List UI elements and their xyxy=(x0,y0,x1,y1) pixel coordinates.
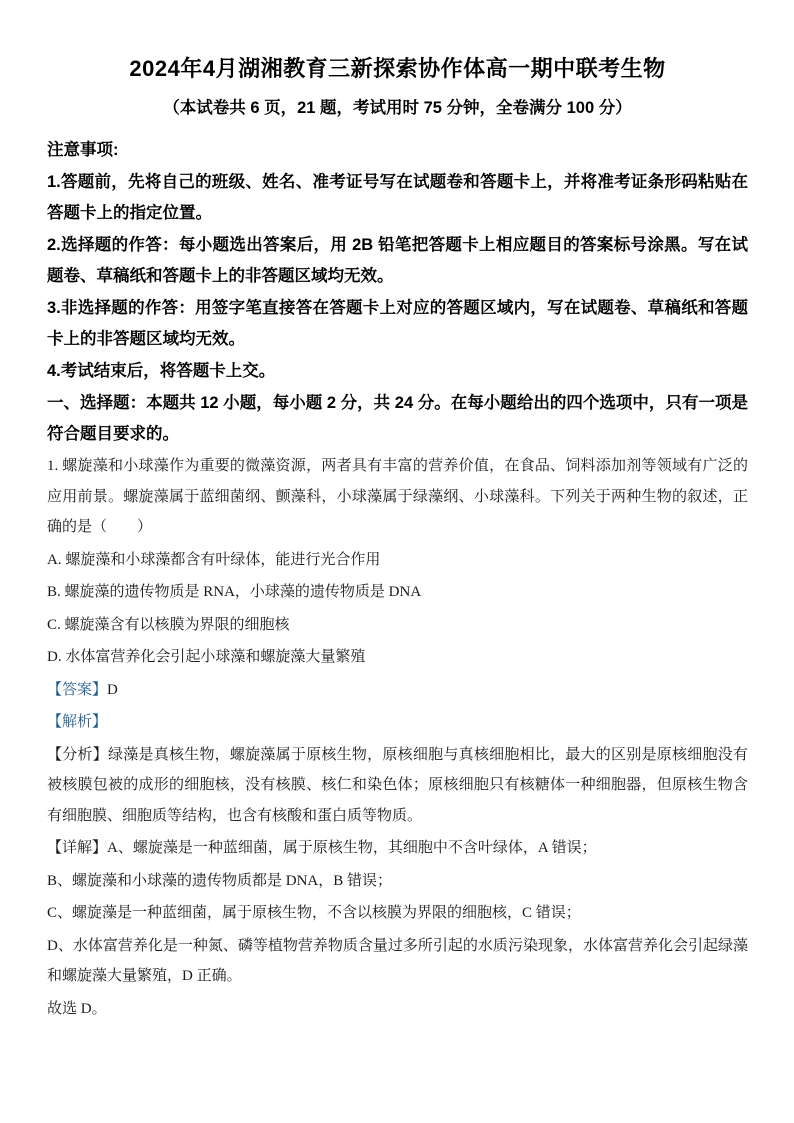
notice-heading: 注意事项: xyxy=(47,141,119,159)
conclusion-line: 故选 D。 xyxy=(47,1000,107,1017)
detail-line-b: B、螺旋藻和小球藻的遗传物质都是 DNA，B 错误； xyxy=(47,872,393,889)
answer-line xyxy=(47,675,748,706)
analysis-label: 【解析】 xyxy=(47,714,108,730)
notice-item-1: 1.答题前，先将自己的班级、姓名、准考证号写在试题卷和答题卡上，并将准考证条形码粘贴在答题卡上的指定位置。 xyxy=(47,173,748,222)
exam-title: 2024年4月湖湘教育三新探索协作体高一期中联考生物 xyxy=(129,56,666,81)
detail-line-d: D、水体富营养化是一种氮、磷等植物营养物质含量过多所引起的水质污染现象，水体富营养化会引起绿藻和螺旋藻大量繁殖，D 正确。 xyxy=(47,937,748,984)
solution-section xyxy=(47,675,748,1025)
detail-line-c: C、螺旋藻是一种蓝细菌，属于原核生物，不含以核膜为界限的细胞核，C 错误； xyxy=(47,905,581,921)
question-1-option-d: D. 水体富营养化会引起小球藻和螺旋藻大量繁殖 xyxy=(47,649,366,665)
question-1 xyxy=(47,451,748,673)
exam-subtitle: （本试卷共 6 页，21 题，考试用时 75 分钟，全卷满分 100 分） xyxy=(163,99,632,117)
detail-line-a: 【详解】A、螺旋藻是一种蓝细菌，属于原核生物，其细胞中不含叶绿体，A 错误； xyxy=(47,840,597,856)
answer-value: D xyxy=(107,681,118,698)
notice-item-2: 2.选择题的作答：每小题选出答案后，用 2B 铅笔把答题卡上相应题目的答案标号涂黑。写在试题卷、草稿纸和答题卡上的非答题区域均无效。 xyxy=(47,236,748,285)
answer-label: 【答案】 xyxy=(47,681,108,698)
question-1-stem: 1. 螺旋藻和小球藻作为重要的微藻资源，两者具有丰富的营养价值，在食品、饲料添加剂等领域有广泛的应用前景。螺旋藻属于蓝细菌纲、颤藻科，小球藻属于绿藻纲、小球藻科。下列关于两种生物的叙述，正确的是（ ） xyxy=(47,458,748,535)
notice-section xyxy=(47,135,748,450)
section-heading: 一、选择题：本题共 12 小题，每小题 2 分，共 24 分。在每小题给出的四个选项中，只有一项是符合题目要求的。 xyxy=(47,394,748,443)
analysis-paragraph: 【分析】绿藻是真核生物，螺旋藻属于原核生物，原核细胞与真核细胞相比，最大的区别是原核细胞没有被核膜包被的成形的细胞核，没有核膜、核仁和染色体；原核细胞只有核糖体一种细胞器，但原核生物含有细胞膜、细胞质等结构，也含有核酸和蛋白质等物质。 xyxy=(47,746,748,824)
notice-item-4: 4.考试结束后，将答题卡上交。 xyxy=(47,362,276,380)
notice-item-3: 3.非选择题的作答：用签字笔直接答在答题卡上对应的答题区域内，写在试题卷、草稿纸和答题卡上的非答题区域均无效。 xyxy=(47,299,748,348)
exam-header xyxy=(47,52,748,122)
question-1-option-a: A. 螺旋藻和小球藻都含有叶绿体，能进行光合作用 xyxy=(47,551,381,568)
question-1-option-c: C. 螺旋藻含有以核膜为界限的细胞核 xyxy=(47,616,290,633)
question-1-option-b: B. 螺旋藻的遗传物质是 RNA，小球藻的遗传物质是 DNA xyxy=(47,584,422,600)
analysis-label-line xyxy=(47,707,748,738)
